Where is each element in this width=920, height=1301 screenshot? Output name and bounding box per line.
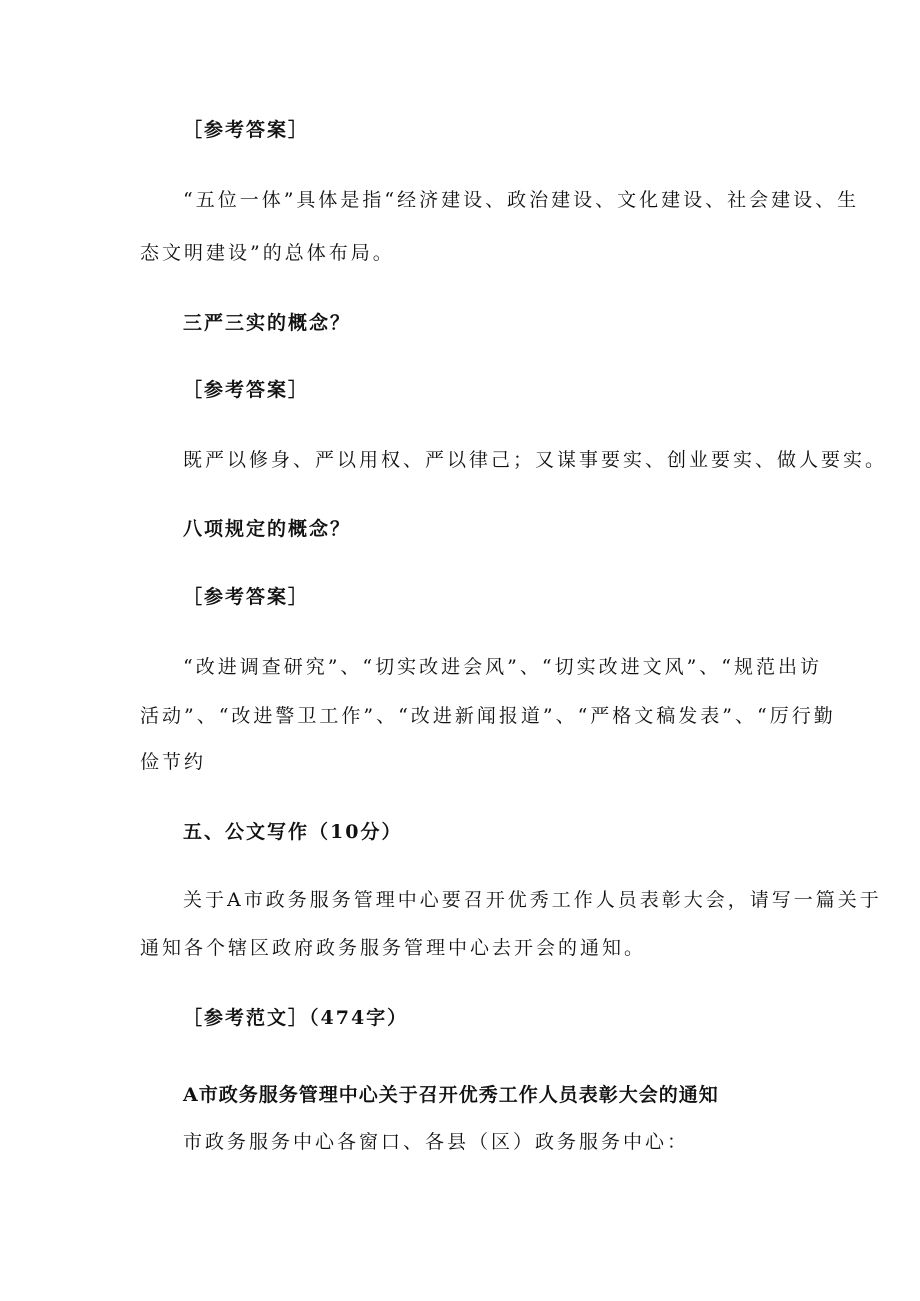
question-eight-rules: 八项规定的概念？ [183, 518, 352, 540]
notice-title: A市政务服务管理中心关于召开优秀工作人员表彰大会的通知 [183, 1084, 719, 1106]
section-five-heading: 五、公文写作（10分） [183, 821, 403, 843]
answer-label: ［参考答案］ [183, 119, 310, 141]
question-three-strict: 三严三实的概念？ [183, 312, 352, 334]
task-line-2: 通知各个辖区政府政务服务管理中心去开会的通知。 [140, 937, 647, 959]
eight-rules-line-1: “改进调查研究”、“切实改进会风”、“切实改进文风”、“规范出访 [183, 656, 822, 678]
eight-rules-line-3: 俭节约 [140, 751, 207, 773]
eight-rules-line-2: 活动”、“改进警卫工作”、“改进新闻报道”、“严格文稿发表”、“厉行勤 [140, 705, 836, 727]
task-line-1: 关于A市政务服务管理中心要召开优秀工作人员表彰大会，请写一篇关于 [183, 889, 882, 911]
answer-label: ［参考答案］ [183, 586, 310, 608]
answer-label: ［参考答案］ [183, 379, 310, 401]
five-in-one-line-1: “五位一体”具体是指“经济建设、政治建设、文化建设、社会建设、生 [183, 189, 860, 211]
three-strict-answer: 既严以修身、严以用权、严以律己；又谋事要实、创业要实、做人要实。 [183, 449, 888, 471]
sample-label: ［参考范文］（474字） [183, 1007, 409, 1029]
notice-salutation: 市政务服务中心各窗口、各县（区）政务服务中心： [183, 1131, 690, 1153]
five-in-one-line-2: 态文明建设”的总体布局。 [140, 242, 395, 264]
